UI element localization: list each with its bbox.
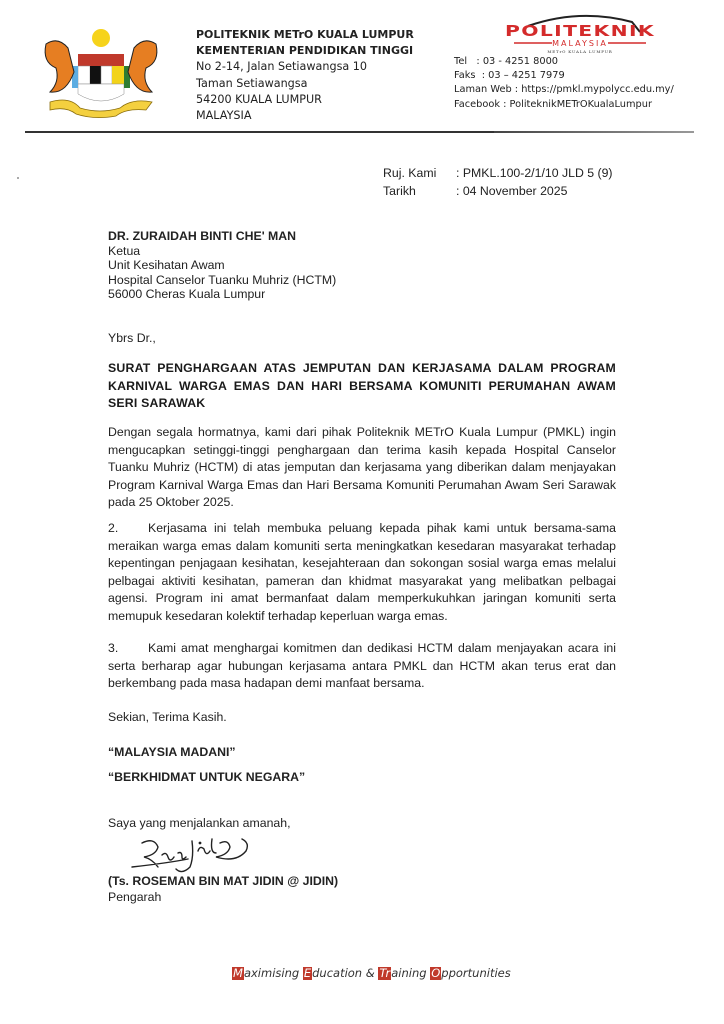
header-divider: [25, 131, 494, 133]
address-line: Taman Setiawangsa: [196, 76, 308, 90]
footer-tagline: [232, 966, 511, 980]
logo-main-text: POLITEKNIK: [505, 22, 656, 40]
salutation: Ybrs Dr.,: [108, 331, 156, 345]
signatory-name: (Ts. ROSEMAN BIN MAT JIDIN @ JIDIN): [108, 874, 339, 888]
politeknik-logo: [500, 10, 660, 54]
address-line: No 2-14, Jalan Setiawangsa 10: [196, 60, 368, 74]
paragraph-number: 2.: [108, 521, 119, 535]
fax: Faks : 03 – 4251 7979: [454, 70, 565, 82]
address-line: MALAYSIA: [196, 109, 252, 123]
signature-icon: [128, 833, 268, 875]
coat-of-arms-icon: [36, 24, 166, 124]
tagline-word: pportunities: [441, 966, 511, 980]
ref-label: Ruj. Kami: [383, 166, 437, 180]
tagline-word: ducation &: [312, 966, 379, 980]
org-address-block: [196, 27, 414, 124]
paragraph-text: Kami amat menghargai komitmen dan dedikasi HCTM dalam menjayakan acara ini serta berharap agar hubungan kerjasama antara PMKL dan HCTM akan terus erat dan berkembang pada masa hadapan demi manfaat bersama.: [108, 641, 616, 690]
reference-block: [383, 164, 613, 200]
contact-block: [454, 55, 674, 112]
logo-campus-text: METrO KUALA LUMPUR: [547, 49, 613, 54]
subject-heading: SURAT PENGHARGAAN ATAS JEMPUTAN DAN KERJASAMA DALAM PROGRAM KARNIVAL WARGA EMAS DAN HARI BERSAMA KOMUNITI PERUMAHAN AWAM SERI SARAWAK: [108, 361, 616, 411]
paragraph-number: 3.: [108, 641, 119, 655]
date-value: : 04 November 2025: [456, 184, 568, 198]
header-divider-fade: [494, 131, 694, 133]
date-label: Tarikh: [383, 184, 416, 198]
tel: Tel : 03 - 4251 8000: [454, 56, 559, 67]
recipient-line: Hospital Canselor Tuanku Muhriz (HCTM): [108, 272, 337, 287]
motto-berkhidmat: “BERKHIDMAT UNTUK NEGARA”: [108, 770, 306, 784]
recipient-line: Unit Kesihatan Awam: [108, 258, 225, 273]
closing: Sekian, Terima Kasih.: [108, 710, 227, 724]
scan-speck: [17, 177, 19, 179]
ministry-name: KEMENTERIAN PENDIDIKAN TINGGI: [196, 44, 414, 58]
address-line: 54200 KUALA LUMPUR: [196, 92, 322, 106]
tagline-initial: M: [233, 966, 243, 980]
body-paragraph-2: [108, 520, 616, 625]
tagline-initial: E: [303, 966, 312, 980]
recipient-line: 56000 Cheras Kuala Lumpur: [108, 287, 266, 302]
website-link[interactable]: Laman Web : https://pmkl.mypolycc.edu.my/: [454, 84, 674, 96]
motto-malaysia-madani: “MALAYSIA MADANI”: [108, 745, 236, 759]
recipient-block: [108, 229, 336, 302]
paragraph-text: Kerjasama ini telah membuka peluang kepada pihak kami untuk bersama-sama meraikan warga emas dalam komuniti serta meningkatkan kesedaran masyarakat terhadap kepentingan penjagaan kesihatan, kesejahteraan dan sokongan sosial warga emas melalui pelbagai aktiviti kesihatan, pameran dan khidmat masyarakat yang melibatkan pelbagai agensi. Program ini amat bermanfaat dalam memperkukuhkan jaringan komuniti serta memupuk kesedaran kolektif terhadap keperluan warga emas.: [108, 521, 616, 623]
recipient-name: DR. ZURAIDAH BINTI CHE' MAN: [108, 229, 297, 243]
body-paragraph-3: [108, 640, 616, 693]
org-name: POLITEKNIK METrO KUALA LUMPUR: [196, 28, 414, 41]
tagline-initial: O: [431, 966, 441, 980]
facebook-link[interactable]: Facebook : PoliteknikMETrOKualaLumpur: [454, 98, 652, 110]
tagline-initial: Tr: [379, 966, 391, 980]
signatory-title: Pengarah: [108, 890, 162, 904]
logo-sub-text: MALAYSIA: [552, 39, 608, 48]
tagline-word: aining: [391, 966, 431, 980]
ref-value: : PMKL.100-2/1/10 JLD 5 (9): [456, 166, 613, 180]
signoff: Saya yang menjalankan amanah,: [108, 816, 291, 830]
body-paragraph-1: Dengan segala hormatnya, kami dari pihak Politeknik METrO Kuala Lumpur (PMKL) ingin mengucapkan setinggi-tinggi penghargaan dan terima kasih kepada Hospital Canselor Tuanku Muhriz (HCTM) di atas jemputan dan kerjasama yang diberikan dalam menjayakan Program Karnival Warga Emas dan Hari Bersama Komuniti Perumahan Awam Seri Sarawak pada 25 Oktober 2025.: [108, 425, 616, 509]
recipient-line: Ketua: [108, 243, 141, 258]
tagline-word: aximising: [243, 966, 303, 980]
